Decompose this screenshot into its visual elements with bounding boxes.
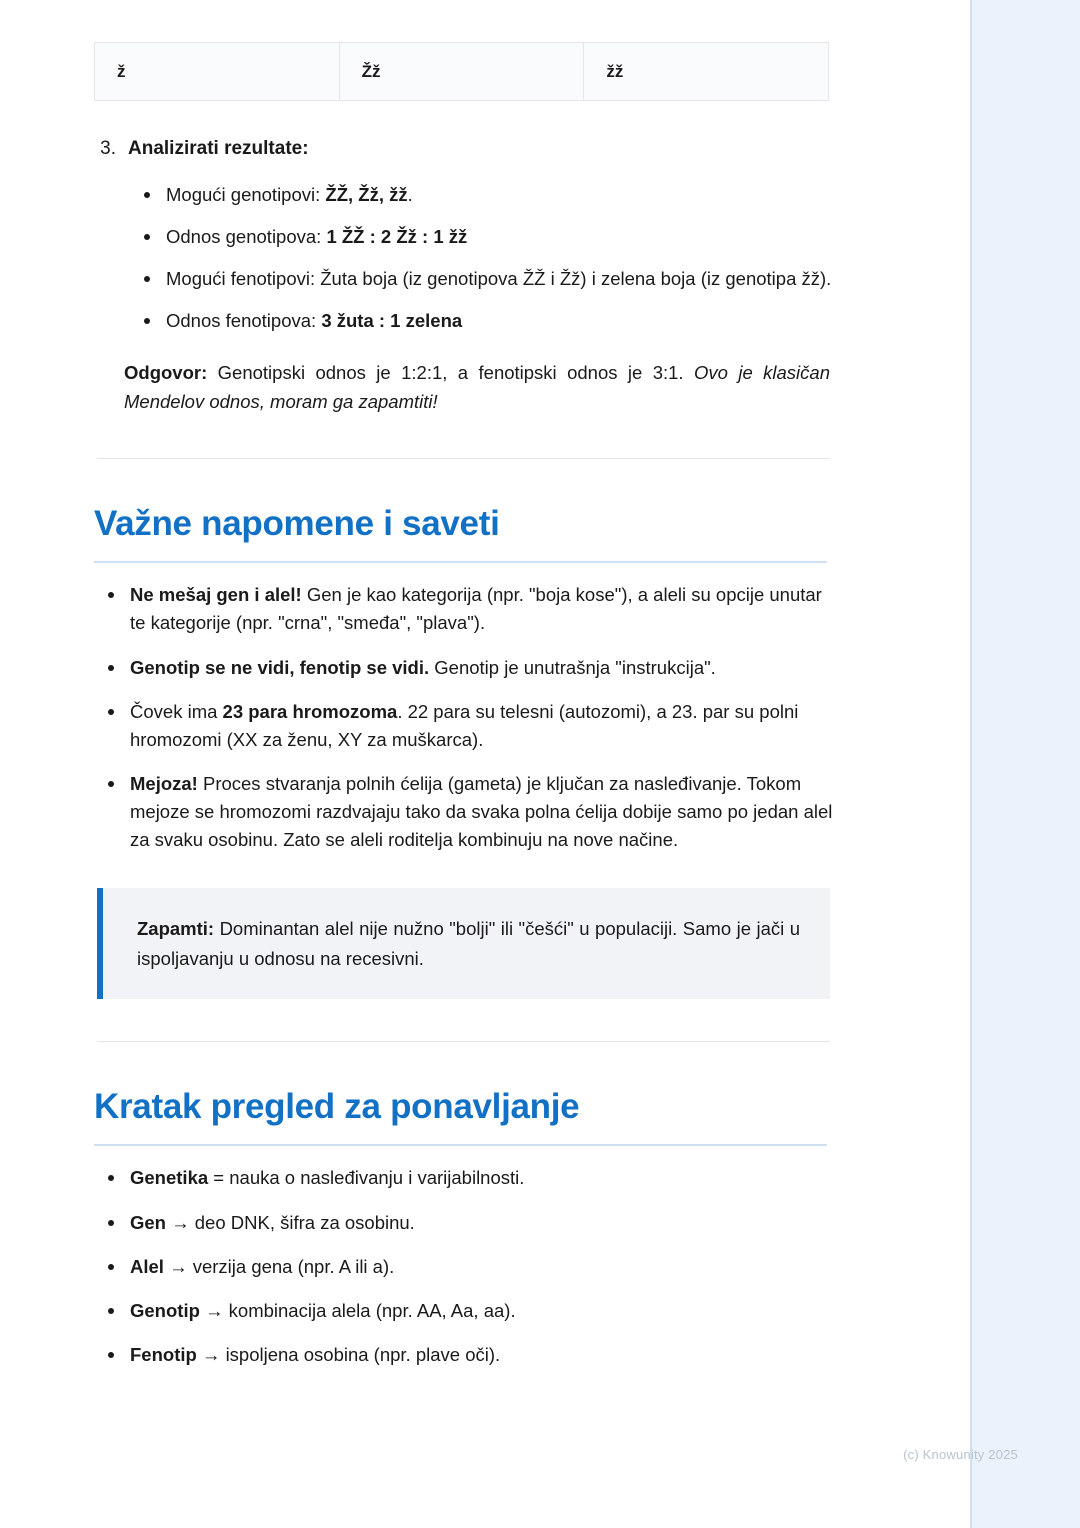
tip-bold: Mejoza!	[130, 772, 198, 794]
answer-label: Odgovor:	[124, 361, 208, 383]
answer-italic-note: Ovo je klasičan Mendelov odnos, moram ga zapamtiti!	[124, 361, 830, 412]
tip-text: Proces stvaranja polnih ćelija (gameta) je ključan za nasleđivanje. Tokom mejoze se hromozomi razdvajaju tako da svaka polna ćelija dobije samo po jedan alel za svaku osobinu. Zato se aleli roditelja kombinuju na nove načine.	[130, 772, 833, 851]
callout-text: Dominantan alel nije nužno "bolji" ili "češći" u populaciji. Samo je jači u ispoljavanju u odnosu na recesivni.	[137, 918, 800, 969]
answer-paragraph	[124, 359, 830, 416]
callout-label: Zapamti:	[137, 918, 215, 940]
result-bold: ŽŽ, Žž, žž	[325, 183, 408, 205]
tips-list	[94, 581, 834, 854]
tip-bold: Ne mešaj gen i alel!	[130, 584, 302, 606]
term-bold: Gen	[130, 1211, 166, 1233]
list-item	[104, 1164, 834, 1192]
list-item	[104, 1341, 834, 1369]
list-item	[140, 307, 834, 335]
section-divider	[97, 1041, 830, 1042]
answer-text: Genotipski odnos je 1:2:1, a fenotipski odnos je 3:1.	[207, 361, 694, 383]
tip-text-cont: . 22 para su telesni (autozomi), a 23. par su polni hromozomi (XX za ženu, XY za muškarca).	[130, 700, 799, 750]
section-heading-tips: Važne napomene i saveti	[94, 503, 827, 563]
result-text: Mogući genotipovi:	[166, 183, 326, 205]
term-text: = nauka o nasleđivanju i varijabilnosti.	[208, 1167, 525, 1189]
list-item	[104, 1297, 834, 1325]
term-bold: Genetika	[130, 1167, 209, 1189]
result-text: Odnos fenotipova:	[166, 309, 322, 331]
term-text: → deo DNK, šifra za osobinu.	[165, 1211, 415, 1233]
tip-bold: Genotip se ne vidi, fenotip se vidi.	[130, 656, 430, 678]
term-text: → verzija gena (npr. A ili a).	[163, 1255, 395, 1277]
section-divider	[97, 458, 830, 459]
tip-text: Čovek ima	[130, 700, 223, 722]
list-item	[140, 223, 834, 251]
tip-text: Genotip je unutrašnja "instrukcija".	[429, 656, 716, 678]
result-text: Mogući fenotipovi: Žuta boja (iz genotipova ŽŽ i Žž) i zelena boja (iz genotipa žž).	[166, 267, 832, 289]
list-number: 3.	[100, 138, 116, 159]
document-content	[94, 0, 834, 1385]
term-bold: Fenotip	[130, 1343, 197, 1365]
list-item	[104, 654, 834, 682]
list-item	[140, 181, 834, 209]
list-item	[104, 698, 834, 754]
result-bold: 1 ŽŽ : 2 Žž : 1 žž	[326, 225, 468, 247]
list-item-label: Analizirati rezultate:	[128, 138, 309, 159]
term-text: → kombinacija alela (npr. AA, Aa, aa).	[199, 1299, 516, 1321]
list-item	[104, 770, 834, 854]
punnett-square-row	[94, 42, 829, 101]
result-text: Odnos genotipova:	[166, 225, 327, 247]
section-heading-summary: Kratak pregled za ponavljanje	[94, 1086, 827, 1146]
tip-bold-mid: 23 para hromozoma	[222, 700, 398, 722]
results-list	[94, 181, 834, 335]
result-bold: 3 žuta : 1 zelena	[321, 309, 463, 331]
punnett-cell: ž	[94, 43, 340, 101]
remember-callout	[97, 888, 830, 999]
list-item	[104, 1209, 834, 1237]
summary-list	[94, 1164, 834, 1369]
list-item	[140, 265, 834, 293]
list-item	[104, 1253, 834, 1281]
ordered-list-item	[94, 135, 834, 163]
term-bold: Alel	[130, 1255, 164, 1277]
term-bold: Genotip	[130, 1299, 200, 1321]
result-suffix: .	[407, 183, 413, 205]
punnett-cell: žž	[584, 43, 829, 101]
list-item	[104, 581, 834, 637]
copyright-watermark: (c) Knowunity 2025	[903, 1447, 1018, 1462]
tip-text: Gen je kao kategorija (npr. "boja kose"), a aleli su opcije unutar te kategorije (npr. "crna", "smeđa", "plava").	[130, 584, 822, 634]
page-side-rail	[970, 0, 1080, 1528]
term-text: → ispoljena osobina (npr. plave oči).	[196, 1343, 501, 1365]
punnett-cell: Žž	[340, 43, 585, 101]
